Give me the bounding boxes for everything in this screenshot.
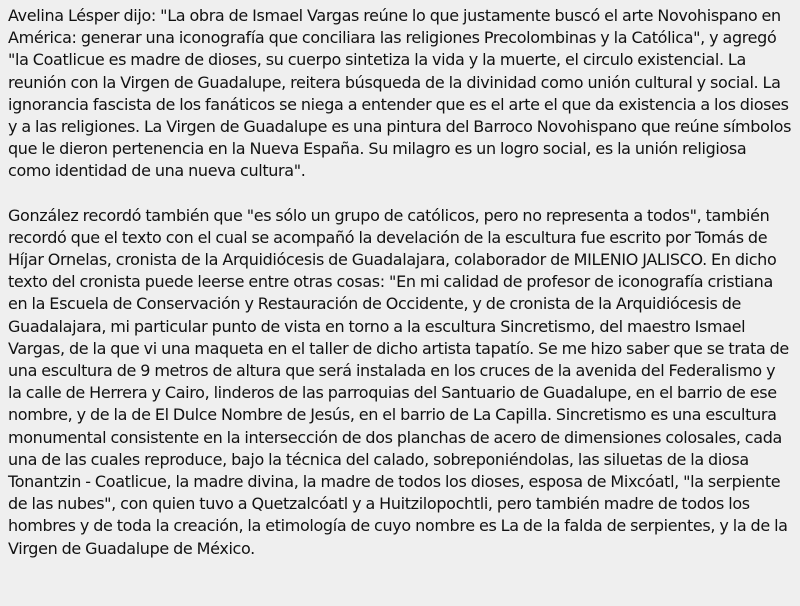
paragraph-gonzalez-remarks: González recordó también que "es sólo un grupo de católicos, pero no representa a todos", también recordó que el texto con el cual se acompañó la develación de la escultura fue escrito por Tomás de Híjar Ornelas, cronista de la Arquidiócesis de Guadalajara, colaborador de MILENIO JALISCO. En dicho texto del cronista puede leerse entre otras cosas: "En mi calidad de profesor de iconografía cristiana en la Escuela de Conservación y Restauración de Occidente, y de cronista de la Arquidiócesis de Guadalajara, mi particular punto de vista en torno a la escultura Sincretismo, del maestro Ismael Vargas, de la que vi una maqueta en el taller de dicho artista tapatío. Se me hizo saber que se trata de una escultura de 9 metros de altura que será instalada en los cruces de la avenida del Federalismo y la calle de Herrera y Cairo, linderos de las parroquias del Santuario de Guadalupe, en el barrio de ese nombre, y de la de El Dulce Nombre de Jesús, en el barrio de La Capilla. Sincretismo es una escultura monumental consistente en la intersección de dos planchas de acero de dimensiones colosales, cada una de las cuales reproduce, bajo la técnica del calado, sobreponiéndolas, las siluetas de la diosa Tonantzin - Coatlicue, la madre divina, la madre de todos los dioses, esposa de Mixcóatl, "la serpiente de las nubes", con quien tuvo a Quetzalcóatl y a Huitzilopochtli, pero también madre de todos los hombres y de toda la creación, la etimología de cuyo nombre es La de la falda de serpientes, y la de la Virgen de Guadalupe de México.	[8, 205, 789, 558]
paragraph-lesper-quote: Avelina Lésper dijo: "La obra de Ismael Vargas reúne lo que justamente buscó el arte Novohispano en América: generar una iconografía que conciliara las religiones Precolombinas y la Católica", y agregó "la Coatlicue es madre de dioses, su cuerpo sintetiza la vida y la muerte, el circulo existencial. La reunión con la Virgen de Guadalupe, reitera búsqueda de la divinidad como unión cultural y social. La ignorancia fascista de los fanáticos se niega a entender que es el arte el que da existencia a los dioses y a las religiones. La Virgen de Guadalupe es una pintura del Barroco Novohispano que reúne símbolos que le dieron pertenencia en la Nueva España. Su milagro es un logro social, es la unión religiosa como identidad de una nueva cultura".	[8, 6, 792, 181]
